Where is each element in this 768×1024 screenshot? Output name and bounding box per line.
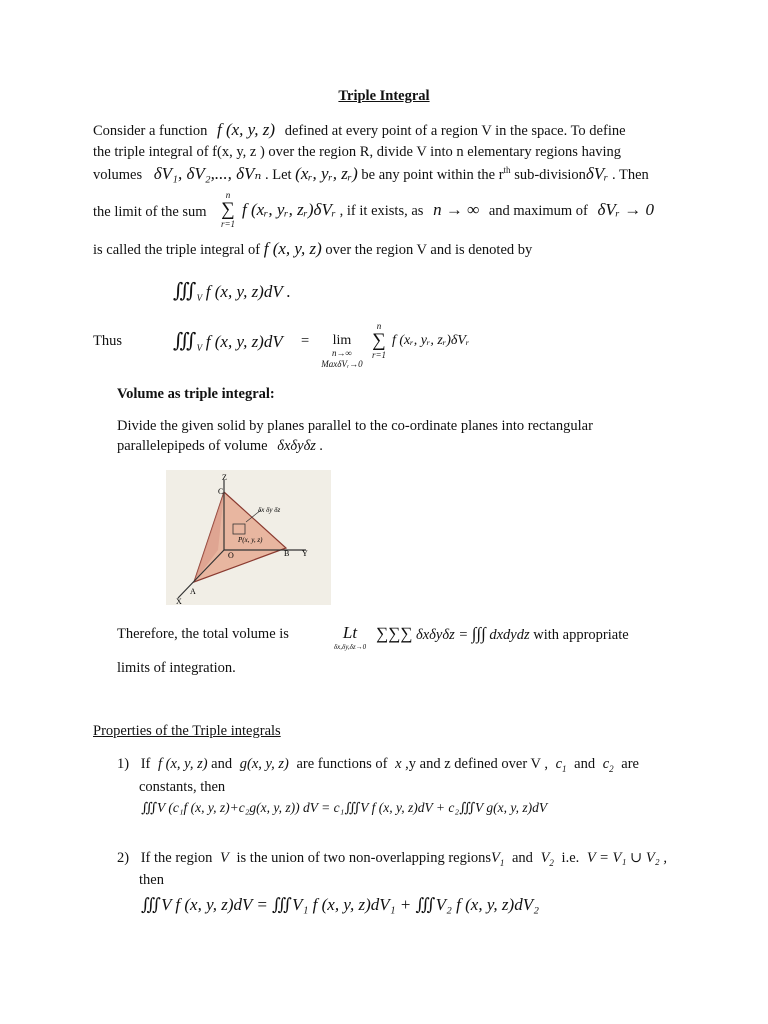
superscript-th: th <box>503 165 511 176</box>
intro-line-3 <box>93 164 649 184</box>
text: . Then <box>612 167 649 183</box>
text: defined at every point of a region V in the space. To define <box>284 123 626 139</box>
triple-integral-sign: ∭ <box>173 330 197 352</box>
text: If <box>140 756 151 772</box>
equation-triple-integral <box>173 278 291 303</box>
volume-formula <box>376 624 629 644</box>
label-z: Z <box>222 473 227 482</box>
volume-text-2 <box>117 438 323 455</box>
rhs-term: f (xᵣ, yᵣ, zᵣ)δVᵣ <box>392 333 470 348</box>
label-x: X <box>176 597 182 605</box>
property-2-line-1 <box>117 850 667 868</box>
math-fxyz: f (x, y, z) <box>263 239 322 258</box>
lim-sub-1: n→∞ <box>332 348 352 358</box>
text: are <box>621 756 639 772</box>
lt-block <box>322 624 378 653</box>
sum-top: n <box>376 321 382 331</box>
lt-sub: δx,δy,δz→0 <box>333 643 367 651</box>
text: Consider a function <box>93 123 208 139</box>
page-title: Triple Integral <box>338 88 430 104</box>
text: parallelepipeds of volume <box>117 438 268 454</box>
intro-line-2: the triple integral of f(x, y, z ) over the region R, divide V into n elementary regions having <box>93 144 622 160</box>
volume-text-1: Divide the given solid by planes parallel to the co-ordinate planes into rectangular <box>117 418 593 434</box>
text: . Let <box>264 167 292 183</box>
limits-text: limits of integration. <box>117 660 236 676</box>
math-point: (xᵣ, yᵣ, zᵣ) <box>295 164 358 183</box>
math-dxdydz: δxδyδz . <box>277 438 324 454</box>
text: ,y and z defined over V , <box>405 756 548 772</box>
intro-line-5 <box>93 239 532 259</box>
tetrahedron-figure <box>166 470 331 605</box>
limit-block <box>313 334 371 370</box>
sum-top: n <box>225 190 231 200</box>
math-fxyz: f (x, y, z) <box>217 120 276 139</box>
integral-sub: V <box>196 342 203 353</box>
lim-sub-2: MaxδVᵣ→0 <box>321 359 363 369</box>
text: be any point within the r <box>361 167 504 183</box>
math-v: V <box>220 850 229 866</box>
properties-heading: Properties of the Triple integrals <box>93 723 281 739</box>
math-dvr-limit: δVᵣ → 0 <box>597 200 654 219</box>
triple-integral: ∫∫∫ <box>471 624 486 643</box>
intro-line-1 <box>93 120 626 140</box>
volume-heading: Volume as triple integral: <box>117 386 275 402</box>
intro-line-4b <box>242 200 654 220</box>
thus-label: Thus <box>93 333 122 349</box>
text: and <box>574 756 596 772</box>
thus-lhs <box>173 328 283 353</box>
triple-sum: ∑∑∑ <box>376 624 413 643</box>
label-o: O <box>228 551 234 560</box>
math-x: x <box>395 756 402 772</box>
math-v1: $V_1$ <box>491 850 505 868</box>
text: , if it exists, as <box>339 203 424 219</box>
label-y: Y <box>302 549 308 558</box>
sum-term: δxδyδz = <box>415 627 469 643</box>
property-1-formula: ∭V (c₁f (x, y, z)+c₂g(x, y, z)) dV = c₁∭V f (x, y, z)dV + c₂∭V g(x, y, z)dV <box>141 800 548 815</box>
text: and maximum of <box>488 203 588 219</box>
label-a: A <box>190 587 196 596</box>
tetrahedron-diagram <box>166 470 331 605</box>
label-b: B <box>284 549 290 558</box>
list-number: 2) <box>117 850 130 866</box>
equals-sign: = <box>301 333 310 349</box>
property-1-line-1 <box>117 756 639 774</box>
property-2-formula: ∭V f (x, y, z)dV = ∭V₁ f (x, y, z)dV₁ + ∭V₂ f (x, y, z)dV₂ <box>141 895 540 914</box>
property-1-line-2: constants, then <box>139 779 226 795</box>
math-union: V = V₁ ∪ V₂ , <box>586 850 667 866</box>
dxdydz: dxdydz <box>489 627 530 643</box>
sum-bottom: r=1 <box>371 350 387 360</box>
intro-line-4a: the limit of the sum <box>93 204 207 220</box>
math-n-limit: n → ∞ <box>433 200 480 219</box>
math-c1: $c_1$ <box>555 756 567 774</box>
text: are functions of <box>296 756 388 772</box>
property-2-then: then <box>139 872 164 888</box>
lt-text: Lt <box>342 623 358 642</box>
math-sum-term: f (xᵣ, yᵣ, zᵣ)δVᵣ <box>242 200 337 219</box>
lhs-integrand: f (x, y, z)dV <box>205 332 283 351</box>
text: is the union of two non-overlapping regions <box>236 850 492 866</box>
math-f: f (x, y, z) <box>158 756 208 772</box>
v2-letter: V <box>540 850 550 866</box>
text: sub-division <box>514 167 586 183</box>
text: with appropriate <box>533 627 629 643</box>
integrand: f (x, y, z)dV . <box>205 282 291 301</box>
text: and <box>211 756 233 772</box>
math-c2: $c_2$ <box>602 756 614 774</box>
label-p: P(x, y, z) <box>238 536 263 544</box>
text: and <box>512 850 533 866</box>
math-g: g(x, y, z) <box>239 756 289 772</box>
text: is called the triple integral of <box>93 242 261 258</box>
text: volumes <box>93 167 143 183</box>
sum-block <box>219 190 237 230</box>
v1-letter: V <box>491 850 500 866</box>
sum-sigma: ∑ <box>372 330 386 351</box>
therefore-text: Therefore, the total volume is <box>117 626 289 642</box>
text: i.e. <box>561 850 580 866</box>
c2-letter: c <box>602 756 610 772</box>
math-volumes: δV₁, δV₂,..., δVₙ <box>153 164 262 183</box>
label-c: C <box>218 487 224 496</box>
text: over the region V and is denoted by <box>325 242 533 258</box>
c1-letter: c <box>555 756 563 772</box>
math-v2: $V_2$ <box>540 850 554 868</box>
sum-bottom: r=1 <box>220 219 236 229</box>
integral-sub: V <box>196 292 203 303</box>
sum-block-2 <box>370 321 388 361</box>
lim-text: lim <box>332 333 352 348</box>
math-dvr: δVᵣ <box>585 164 609 183</box>
list-number: 1) <box>117 756 130 772</box>
sum-sigma: ∑ <box>221 199 235 220</box>
label-elem: δx δy δz <box>258 506 281 514</box>
text: If the region <box>140 850 213 866</box>
triple-integral-sign: ∭ <box>173 280 197 302</box>
